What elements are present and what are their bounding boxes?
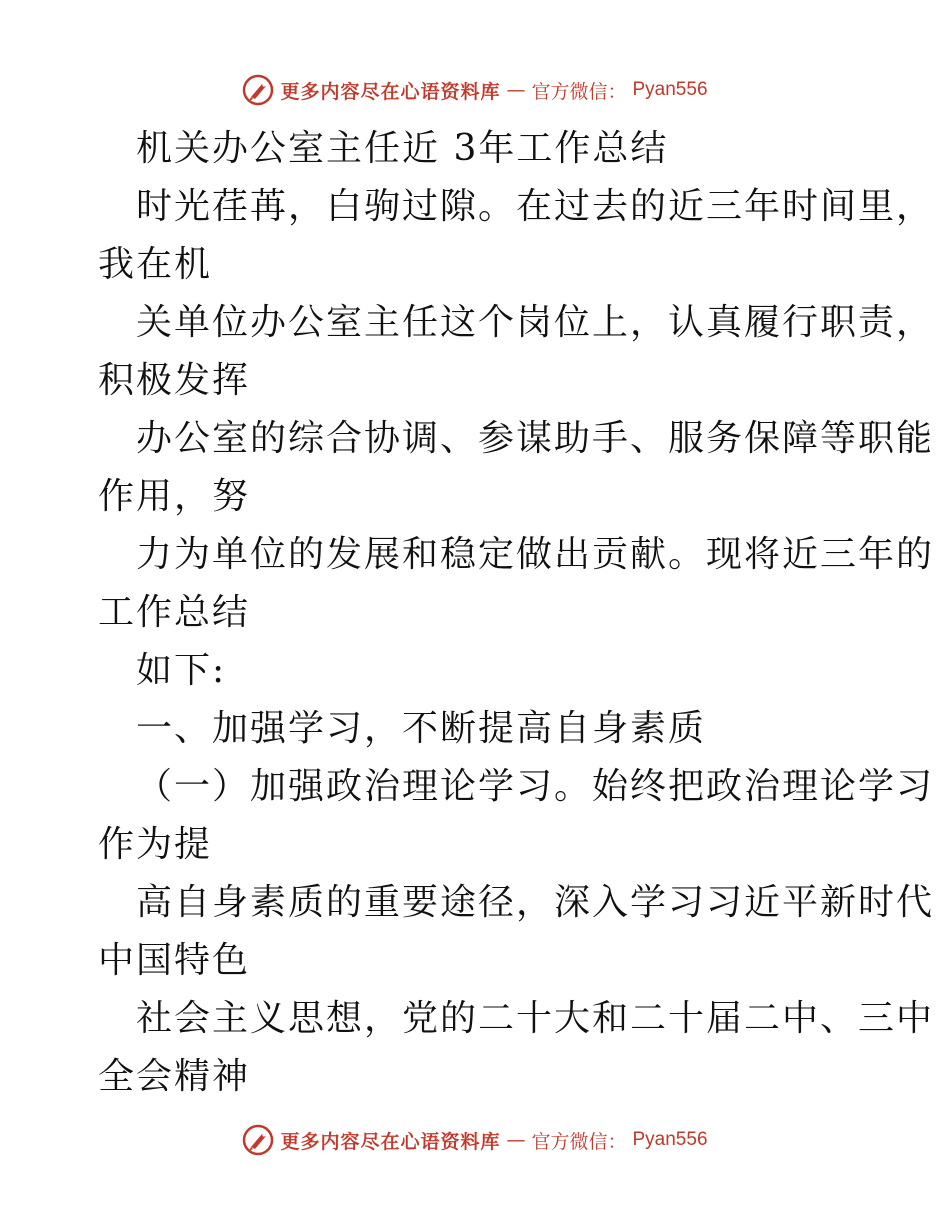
paragraph-line: 工作总结 <box>98 592 251 633</box>
footer-watermark-banner <box>0 1120 950 1160</box>
document-title: 机关办公室主任近 3年工作总结 <box>136 128 669 169</box>
paragraph-line: 力为单位的发展和稳定做出贡献。现将近三年的 <box>136 534 935 575</box>
header-watermark-banner <box>0 70 950 110</box>
paragraph-line: 积极发挥 <box>98 360 251 401</box>
paragraph-line: 作为提 <box>98 824 213 865</box>
watermark-wechat-label: 官方微信： <box>531 80 627 103</box>
paragraph-line: 如下: <box>136 650 227 691</box>
paragraph-line: 时光荏苒，白驹过隙。在过去的近三年时间里， <box>136 186 935 227</box>
watermark-brand-text: 更多内容尽在心语资料库 <box>280 1130 501 1153</box>
paragraph-line: 办公室的综合协调、参谋助手、服务保障等职能 <box>136 418 935 459</box>
watermark-wechat-label: 官方微信： <box>531 1130 627 1153</box>
pen-nib-logo-icon <box>242 1124 274 1156</box>
watermark-wechat-id: Pyan556 <box>632 79 708 100</box>
pen-nib-logo-icon <box>242 74 274 106</box>
watermark-separator: — <box>506 1129 526 1151</box>
paragraph-line: 中国特色 <box>98 940 251 981</box>
paragraph-line: 作用，努 <box>98 476 251 517</box>
watermark-brand-text: 更多内容尽在心语资料库 <box>280 80 501 103</box>
paragraph-line: （一）加强政治理论学习。始终把政治理论学习 <box>136 766 935 807</box>
watermark-separator: — <box>506 79 526 101</box>
paragraph-line: 高自身素质的重要途径，深入学习习近平新时代 <box>136 882 935 923</box>
paragraph-line: 我在机 <box>98 244 213 285</box>
watermark-wechat-id: Pyan556 <box>632 1129 708 1150</box>
paragraph-line: 社会主义思想，党的二十大和二十届二中、三中 <box>136 998 935 1039</box>
paragraph-line: 全会精神 <box>98 1056 251 1097</box>
document-body <box>98 120 935 1106</box>
section-heading: 一、加强学习，不断提高自身素质 <box>136 708 707 749</box>
paragraph-line: 关单位办公室主任这个岗位上，认真履行职责， <box>136 302 935 343</box>
